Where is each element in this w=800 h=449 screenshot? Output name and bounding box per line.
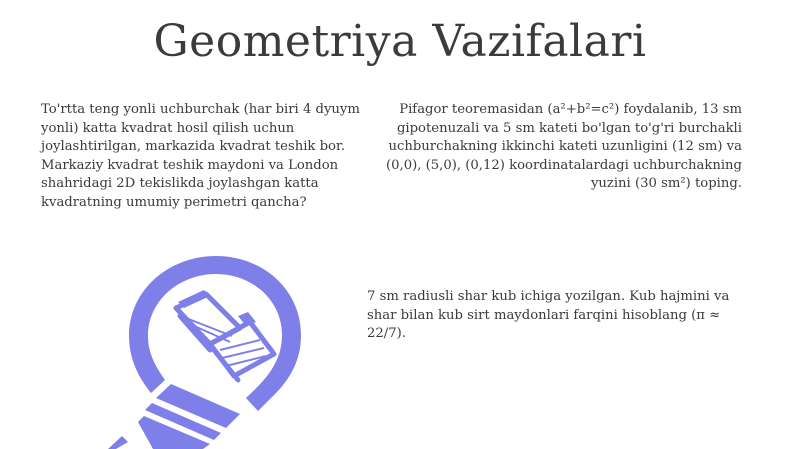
- task-3-text: 7 sm radiusli shar kub ichiga yozilgan. Kub hajmini va shar bilan kub sirt maydonlari farqini hisoblang (π ≈ 22/7).: [367, 289, 730, 341]
- lightbulb-book-icon: [98, 250, 323, 449]
- page-title: Geometriya Vazifalari: [153, 16, 647, 67]
- task-1-text: To'rtta teng yonli uchburchak (har biri 4 dyuym yonli) katta kvadrat hosil qilish uchun joylashtirilgan, markazida kvadrat teshik bor. Markaziy kvadrat teshik maydoni va London shahridagi 2D tekislikda joylashgan katta kvadratning umumiy perimetri qancha?: [41, 102, 360, 210]
- task-2-text: Pifagor teoremasidan (a²+b²=c²) foydalanib, 13 sm gipotenuzali va 5 sm kateti bo'lgan to'g'ri burchakli uchburchakning ikkinchi kateti uzunligini (12 sm) va (0,0), (5,0), (0,12) koordinatalardagi uchburchakning yuzini (30 sm²) toping.: [385, 102, 742, 191]
